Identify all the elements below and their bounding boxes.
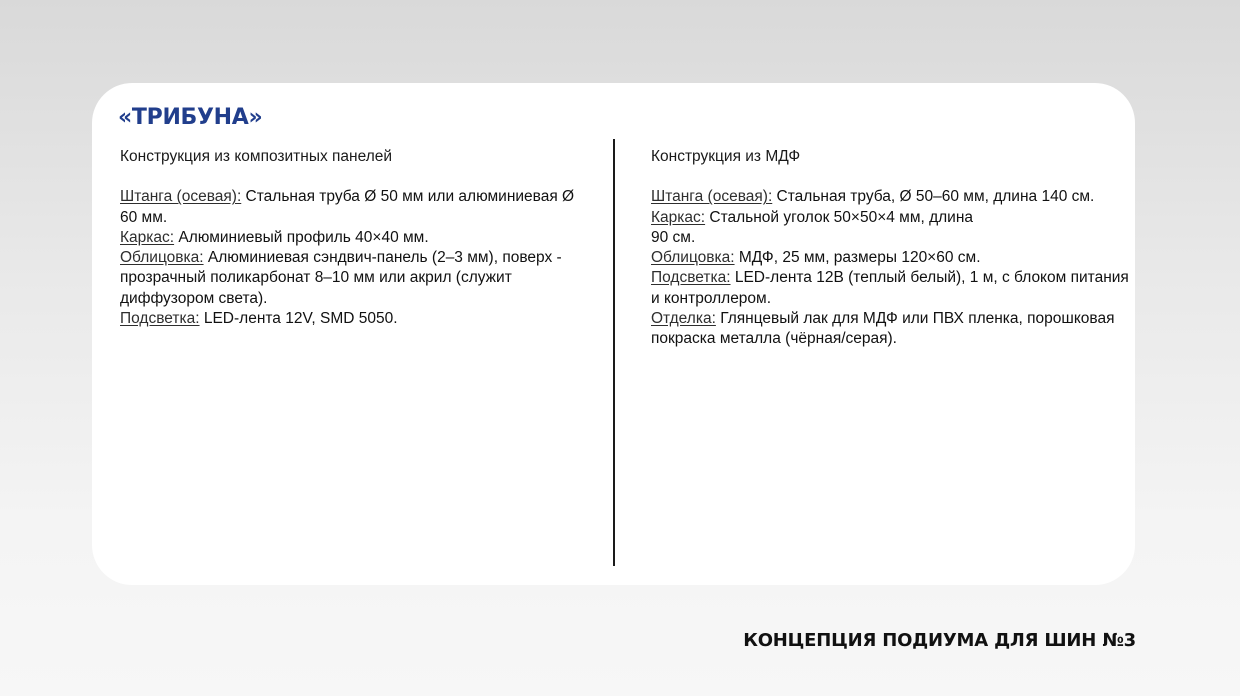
spec-label: Облицовка: [120,249,204,267]
spec-item-lighting [651,268,1129,309]
spec-item-finish [651,309,1129,350]
spec-label: Облицовка: [651,249,735,267]
spec-value: Алюминиевая сэндвич-панель (2–3 мм), поверх - прозрачный поликарбонат 8–10 мм или акрил (служит диффузором света). [120,249,562,307]
spec-value: Стальная труба, Ø 50–60 мм, длина 140 см. [772,188,1095,206]
spec-label: Каркас: [651,208,706,226]
slide-title: «ТРИБУНА» [118,105,263,130]
spec-item-cladding [120,248,590,309]
spec-item-rod [651,187,1129,207]
mdf-column [651,147,1129,350]
footer-title: КОНЦЕПЦИЯ ПОДИУМА ДЛЯ ШИН №3 [743,630,1136,651]
spec-value: Стальной уголок 50×50×4 мм, длина [705,208,974,226]
spec-label: Штанга (осевая): [120,188,242,206]
column-divider [613,139,615,566]
spec-label: Отделка: [651,310,716,328]
spec-item-lighting [120,309,590,329]
spec-item-frame [120,228,590,248]
spec-label: Подсветка: [651,269,731,287]
spec-value: LED-лента 12V, SMD 5050. [199,310,398,328]
spec-value: Алюминиевый профиль 40×40 мм. [174,228,429,246]
spec-value: Глянцевый лак для МДФ или ПВХ пленка, порошковая покраска металла (чёрная/серая). [651,310,1115,348]
spec-item-rod [120,187,590,228]
spec-label: Каркас: [120,228,175,246]
composite-panels-column [120,147,590,329]
spec-value: Стальная труба Ø 50 мм или алюминиевая Ø 60 мм. [120,188,575,226]
content-card [92,83,1135,585]
spec-label: Штанга (осевая): [651,188,773,206]
spec-value: МДФ, 25 мм, размеры 120×60 см. [734,249,981,267]
spec-label: Подсветка: [120,310,200,328]
spec-item-cladding [651,248,1129,268]
spec-value-continued: 90 см. [651,228,696,246]
spec-item-frame [651,208,1129,249]
spec-value: LED-лента 12В (теплый белый), 1 м, с блоком питания и контроллером. [651,269,1129,307]
column-heading: Конструкция из МДФ [651,148,801,165]
column-heading: Конструкция из композитных панелей [120,148,393,165]
